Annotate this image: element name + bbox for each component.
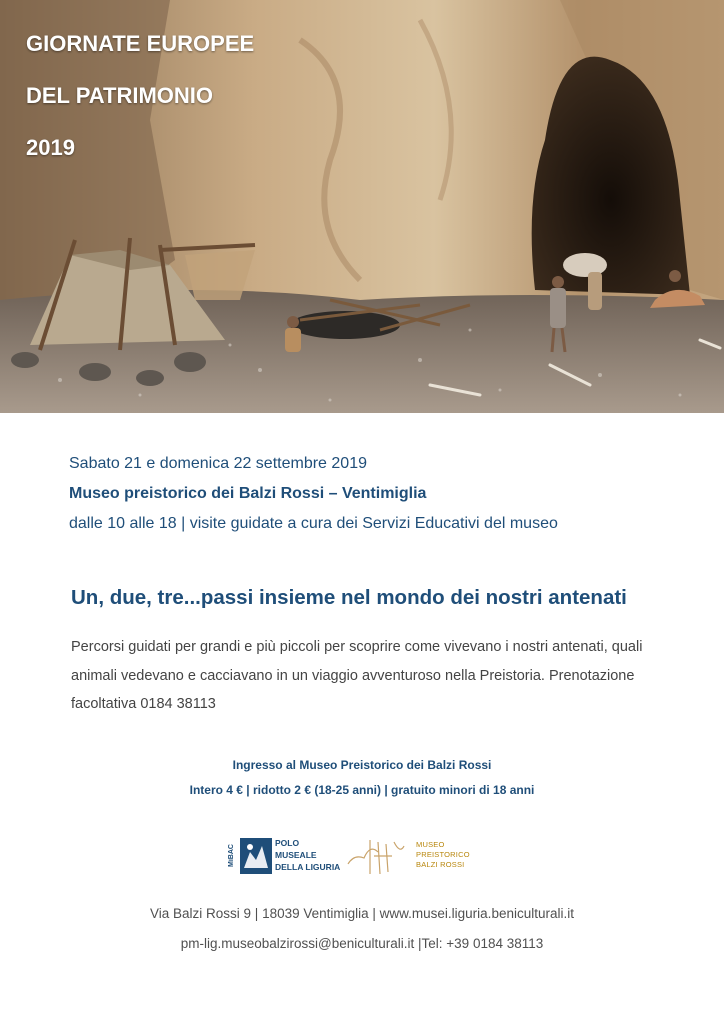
event-date: Sabato 21 e domenica 22 settembre 2019 (69, 455, 367, 472)
hero-title-line: GIORNATE EUROPEE (26, 31, 255, 56)
hero-title-line: DEL PATRIMONIO (26, 83, 213, 108)
mibac-label: MiBAC (228, 844, 235, 868)
event-venue: Museo preistorico dei Balzi Rossi – Ventimiglia (69, 485, 427, 502)
description: Percorsi guidati per grandi e più piccoli per scoprire come vivevano i nostri antenati, quali animali vedevano e cacciavano in un viaggio avventuroso nella Preistoria. Prenotazione facoltativa 0184 38113 (71, 639, 643, 712)
logos (228, 834, 488, 880)
event-hours: dalle 10 alle 18 | visite guidate a cura dei Servizi Educativi del museo (69, 515, 558, 532)
admission-heading: Ingresso al Museo Preistorico dei Balzi Rossi (232, 758, 492, 772)
museo-line: BALZI ROSSI (416, 860, 465, 869)
hero-title (26, 18, 254, 174)
footer-address: Via Balzi Rossi 9 | 18039 Ventimiglia | www.musei.liguria.beniculturali.it (150, 906, 574, 921)
museo-balzi-rossi-logo (344, 834, 494, 880)
cave-drawing-icon (344, 834, 412, 880)
museo-text (416, 840, 470, 870)
admission-prices: Intero 4 € | ridotto 2 € (18-25 anni) | gratuito minori di 18 anni (189, 783, 535, 797)
figure (285, 316, 301, 352)
museo-line: MUSEO (416, 840, 445, 849)
footer-contact: pm-lig.museobalzirossi@beniculturali.it |Tel: +39 0184 38113 (180, 936, 544, 951)
polo-line: MUSEALE (275, 850, 317, 860)
museo-line: PREISTORICO (416, 850, 470, 859)
headline: Un, due, tre...passi insieme nel mondo dei nostri antenati (71, 586, 627, 609)
hero-title-line: 2019 (26, 135, 75, 160)
polo-emblem-icon (240, 838, 272, 874)
event-info (69, 449, 558, 539)
polo-museale-text (275, 837, 340, 873)
hero-image (0, 0, 724, 413)
polo-line: POLO (275, 838, 300, 848)
polo-museale-logo (228, 834, 344, 880)
polo-line: DELLA LIGURIA (275, 862, 341, 872)
